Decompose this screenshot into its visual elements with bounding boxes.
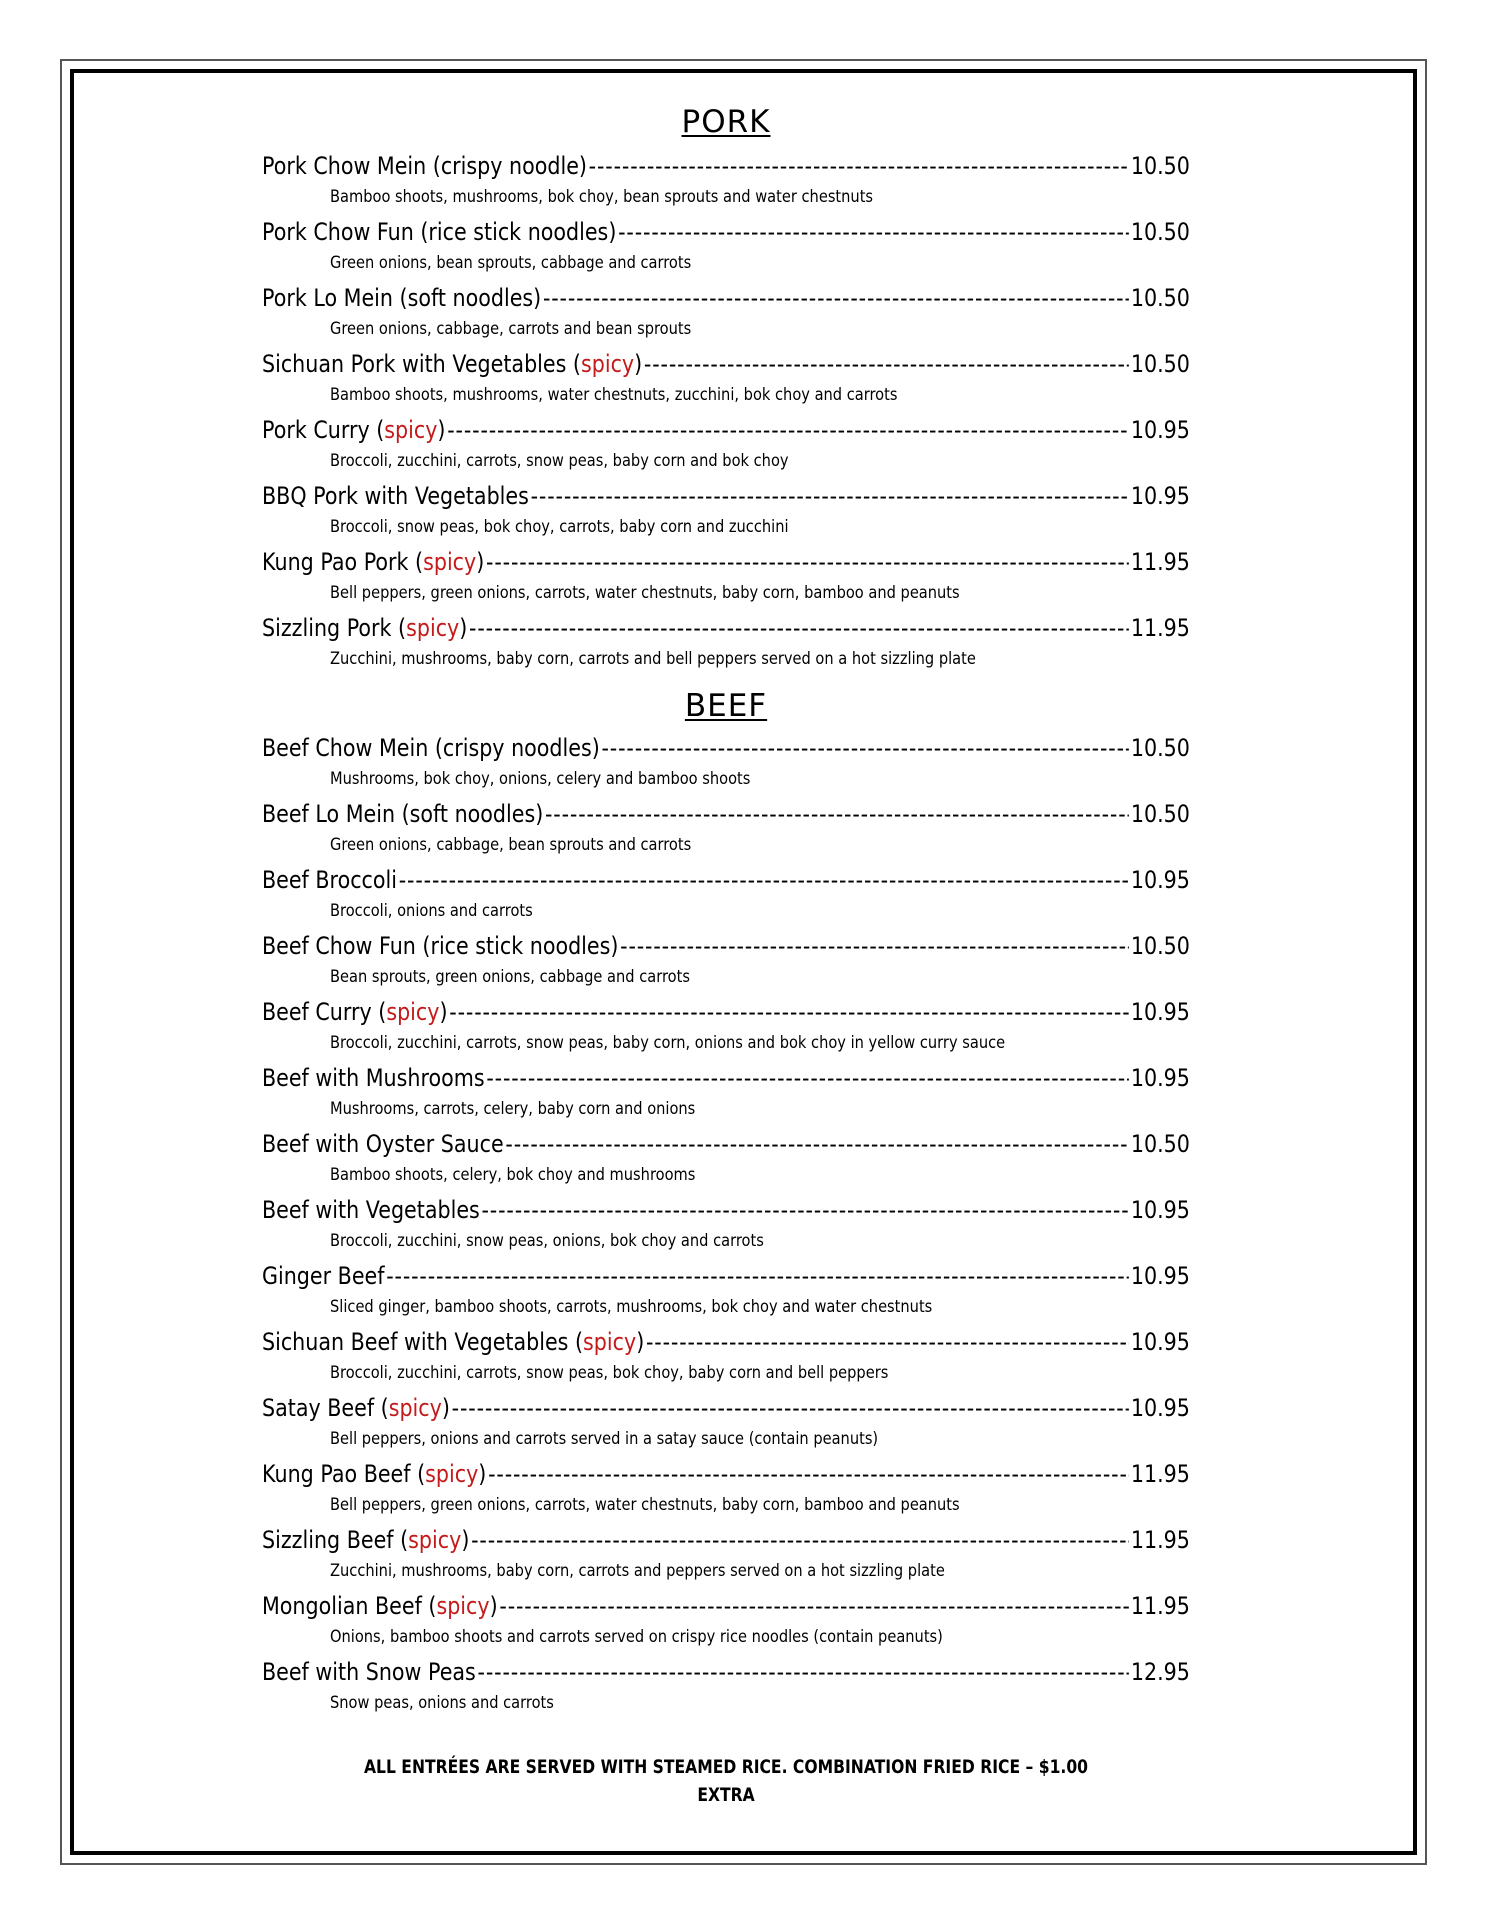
dot-leader: [452, 1390, 1129, 1426]
menu-item-description: Bell peppers, green onions, carrots, water chestnuts, baby corn, bamboo and peanuts: [330, 583, 960, 603]
menu-item-name-close: ): [489, 1592, 498, 1620]
menu-item-price: 10.50: [1130, 932, 1190, 960]
menu-item-line: [262, 928, 1190, 964]
menu-item-price: 12.95: [1130, 1658, 1190, 1686]
menu-item-name: [262, 1192, 480, 1228]
menu-item-description: Bamboo shoots, mushrooms, water chestnuts, zucchini, bok choy and carrots: [330, 385, 898, 405]
menu-item-price: 10.95: [1130, 1394, 1190, 1422]
menu-item: [262, 994, 1190, 1060]
menu-item-line: [262, 1192, 1190, 1228]
dot-leader: [449, 994, 1129, 1030]
dot-leader: [531, 478, 1130, 514]
menu-item-description: Mushrooms, bok choy, onions, celery and bamboo shoots: [330, 769, 751, 789]
menu-item-name-text: Kung Pao Pork (: [262, 548, 424, 576]
menu-item: [262, 1390, 1190, 1456]
menu-item-name: [262, 1522, 469, 1558]
menu-item-description: Green onions, cabbage, carrots and bean sprouts: [330, 319, 692, 339]
dot-leader: [499, 1588, 1129, 1624]
menu-item-name: [262, 994, 448, 1030]
menu-item-description: Broccoli, zucchini, carrots, snow peas, baby corn, onions and bok choy in yellow curry sauce: [330, 1033, 1006, 1053]
menu-item-description: Broccoli, zucchini, carrots, snow peas, bok choy, baby corn and bell peppers: [330, 1363, 889, 1383]
menu-item-line: [262, 544, 1190, 580]
beef-section-title: BEEF: [684, 688, 768, 724]
menu-item-line: [262, 1060, 1190, 1096]
menu-item-name-close: ): [634, 350, 643, 378]
menu-item-description: Broccoli, onions and carrots: [330, 901, 533, 921]
dot-leader: [447, 412, 1129, 448]
menu-item-name: [262, 214, 616, 250]
dot-leader: [601, 730, 1129, 766]
menu-item-line: [262, 1258, 1190, 1294]
menu-item-description: Zucchini, mushrooms, baby corn, carrots and bell peppers served on a hot sizzling plate: [330, 649, 976, 669]
menu-item-name-close: ): [439, 998, 448, 1026]
menu-item-name-text: Beef Chow Mein (crispy noodles): [262, 734, 600, 762]
dot-leader: [386, 1258, 1129, 1294]
menu-item-name: [262, 1324, 644, 1360]
dot-leader: [620, 928, 1129, 964]
menu-item-description: Broccoli, zucchini, carrots, snow peas, baby corn and bok choy: [330, 451, 789, 471]
menu-item-name: [262, 544, 484, 580]
menu-item-name-text: Beef with Mushrooms: [262, 1064, 485, 1092]
spicy-label: spicy: [423, 548, 477, 576]
menu-item-name: [262, 730, 600, 766]
spicy-label: spicy: [408, 1526, 462, 1554]
menu-item-description: Zucchini, mushrooms, baby corn, carrots and peppers served on a hot sizzling plate: [330, 1561, 945, 1581]
menu-item-name-text: Beef with Vegetables: [262, 1196, 480, 1224]
menu-item-name-text: Pork Lo Mein (soft noodles): [262, 284, 542, 312]
menu-item-price: 11.95: [1130, 548, 1190, 576]
menu-item-description: Onions, bamboo shoots and carrots served on crispy rice noodles (contain peanuts): [330, 1627, 943, 1647]
menu-item-name: [262, 610, 467, 646]
spicy-label: spicy: [386, 998, 440, 1026]
dot-leader: [488, 1456, 1129, 1492]
dot-leader: [618, 214, 1129, 250]
menu-item: [262, 610, 1190, 676]
menu-item-name-text: Beef Lo Mein (soft noodles): [262, 800, 544, 828]
menu-item-line: [262, 412, 1190, 448]
menu-item-line: [262, 862, 1190, 898]
spicy-label: spicy: [384, 416, 438, 444]
menu-item-line: [262, 610, 1190, 646]
menu-item-name: [262, 346, 642, 382]
menu-item-name: [262, 1588, 498, 1624]
menu-item-description: Snow peas, onions and carrots: [330, 1693, 554, 1713]
spicy-label: spicy: [580, 350, 635, 378]
menu-item-line: [262, 148, 1190, 184]
menu-item-price: 11.95: [1130, 1460, 1190, 1488]
menu-item-price: 10.50: [1130, 800, 1190, 828]
menu-item-line: [262, 478, 1190, 514]
dot-leader: [469, 610, 1129, 646]
dot-leader: [545, 796, 1129, 832]
menu-item-description: Broccoli, snow peas, bok choy, carrots, baby corn and zucchini: [330, 517, 789, 537]
menu-item: [262, 1522, 1190, 1588]
menu-item: [262, 280, 1190, 346]
menu-item-line: [262, 1126, 1190, 1162]
menu-item: [262, 412, 1190, 478]
menu-item-description: Broccoli, zucchini, snow peas, onions, bok choy and carrots: [330, 1231, 764, 1251]
menu-item: [262, 1324, 1190, 1390]
menu-item-price: 10.95: [1130, 482, 1190, 510]
menu-item-name-text: Mongolian Beef (: [262, 1592, 437, 1620]
menu-item-name-text: Sichuan Pork with Vegetables (: [262, 350, 581, 378]
menu-item-name-text: Pork Chow Fun (rice stick noodles): [262, 218, 617, 246]
dot-leader: [644, 346, 1129, 382]
menu-item: [262, 1060, 1190, 1126]
menu-item: [262, 1588, 1190, 1654]
menu-item-line: [262, 994, 1190, 1030]
menu-item-line: [262, 1522, 1190, 1558]
menu-item-name-close: ): [459, 614, 468, 642]
menu-item-line: [262, 730, 1190, 766]
menu-item-name: [262, 148, 587, 184]
menu-item-name: [262, 1060, 485, 1096]
menu-item-line: [262, 1654, 1190, 1690]
spicy-label: spicy: [406, 614, 460, 642]
menu-item-price: 10.50: [1130, 1130, 1190, 1158]
menu-item-name-text: Pork Curry (: [262, 416, 385, 444]
menu-item: [262, 796, 1190, 862]
menu-item-name: [262, 1654, 476, 1690]
dot-leader: [478, 1654, 1130, 1690]
menu-item-name-close: ): [461, 1526, 470, 1554]
menu-item-name: [262, 796, 543, 832]
menu-item-description: Bell peppers, green onions, carrots, water chestnuts, baby corn, bamboo and peanuts: [330, 1495, 960, 1515]
dot-leader: [482, 1192, 1130, 1228]
menu-item-line: [262, 1456, 1190, 1492]
menu-item-name: [262, 1258, 384, 1294]
footer-note: ALL ENTRÉES ARE SERVED WITH STEAMED RICE. COMBINATION FRIED RICE – $1.00 EXTRA: [363, 1756, 1089, 1806]
menu-item: [262, 1654, 1190, 1720]
menu-item-description: Bean sprouts, green onions, cabbage and carrots: [330, 967, 690, 987]
menu-item: [262, 214, 1190, 280]
dot-leader: [399, 862, 1129, 898]
menu-item: [262, 544, 1190, 610]
menu-item: [262, 1126, 1190, 1192]
menu-item-name-text: BBQ Pork with Vegetables: [262, 482, 529, 510]
menu-item-name-close: ): [437, 416, 446, 444]
menu-item-description: Green onions, cabbage, bean sprouts and carrots: [330, 835, 692, 855]
menu-item-price: 10.95: [1130, 1262, 1190, 1290]
menu-item-name: [262, 862, 397, 898]
menu-item: [262, 730, 1190, 796]
menu-item-name-text: Beef Curry (: [262, 998, 387, 1026]
menu-item-name-close: ): [478, 1460, 487, 1488]
spicy-label: spicy: [583, 1328, 637, 1356]
menu-item-price: 10.95: [1130, 1328, 1190, 1356]
menu-item-name-close: ): [636, 1328, 645, 1356]
menu-item-line: [262, 1588, 1190, 1624]
dot-leader: [505, 1126, 1129, 1162]
menu-item-price: 11.95: [1130, 1526, 1190, 1554]
menu-item-price: 10.95: [1130, 866, 1190, 894]
dot-leader: [486, 1060, 1129, 1096]
menu-item-name: [262, 1126, 504, 1162]
menu-item-name-text: Beef with Snow Peas: [262, 1658, 476, 1686]
menu-item-price: 10.95: [1130, 998, 1190, 1026]
menu-item-price: 10.95: [1130, 1064, 1190, 1092]
spicy-label: spicy: [425, 1460, 479, 1488]
spicy-label: spicy: [436, 1592, 490, 1620]
menu-item-name-text: Kung Pao Beef (: [262, 1460, 426, 1488]
menu-item-description: Bell peppers, onions and carrots served in a satay sauce (contain peanuts): [330, 1429, 879, 1449]
menu-item-price: 11.95: [1130, 1592, 1190, 1620]
menu-item-name-text: Satay Beef (: [262, 1394, 389, 1422]
menu-item-name: [262, 412, 445, 448]
menu-item-line: [262, 346, 1190, 382]
menu-item-price: 11.95: [1130, 614, 1190, 642]
menu-item: [262, 1258, 1190, 1324]
menu-item-name-text: Beef with Oyster Sauce: [262, 1130, 504, 1158]
menu-item-price: 10.50: [1130, 284, 1190, 312]
menu-item-name-close: ): [476, 548, 485, 576]
menu-item: [262, 862, 1190, 928]
menu-item-description: Bamboo shoots, mushrooms, bok choy, bean sprouts and water chestnuts: [330, 187, 874, 207]
menu-item-name: [262, 928, 618, 964]
menu-item-name-text: Ginger Beef: [262, 1262, 385, 1290]
menu-item-price: 10.50: [1130, 152, 1190, 180]
menu-item-description: Bamboo shoots, celery, bok choy and mushrooms: [330, 1165, 696, 1185]
menu-item-price: 10.50: [1130, 734, 1190, 762]
menu-item-price: 10.95: [1130, 416, 1190, 444]
menu-item-price: 10.95: [1130, 1196, 1190, 1224]
spicy-label: spicy: [388, 1394, 442, 1422]
menu-item-line: [262, 214, 1190, 250]
menu-item-line: [262, 796, 1190, 832]
dot-leader: [589, 148, 1129, 184]
pork-section-title: PORK: [681, 104, 771, 140]
menu-item-name: [262, 1390, 450, 1426]
menu-item-name-text: Sizzling Beef (: [262, 1526, 409, 1554]
menu-item: [262, 928, 1190, 994]
menu-item-name-text: Beef Chow Fun (rice stick noodles): [262, 932, 619, 960]
menu-item-description: Sliced ginger, bamboo shoots, carrots, mushrooms, bok choy and water chestnuts: [330, 1297, 933, 1317]
menu-item: [262, 346, 1190, 412]
menu-item: [262, 1456, 1190, 1522]
menu-item-name-text: Pork Chow Mein (crispy noodle): [262, 152, 587, 180]
menu-item-price: 10.50: [1130, 350, 1190, 378]
menu-item-description: Green onions, bean sprouts, cabbage and carrots: [330, 253, 692, 273]
menu-item: [262, 148, 1190, 214]
menu-item-name: [262, 1456, 486, 1492]
menu-item-name-text: Beef Broccoli: [262, 866, 398, 894]
menu-item: [262, 1192, 1190, 1258]
dot-leader: [486, 544, 1129, 580]
menu-item-name-text: Sizzling Pork (: [262, 614, 407, 642]
menu-item-line: [262, 1390, 1190, 1426]
menu-item: [262, 478, 1190, 544]
menu-item-name: [262, 280, 541, 316]
menu-item-name-text: Sichuan Beef with Vegetables (: [262, 1328, 584, 1356]
dot-leader: [543, 280, 1129, 316]
menu-item-line: [262, 1324, 1190, 1360]
menu-item-line: [262, 280, 1190, 316]
menu-item-price: 10.50: [1130, 218, 1190, 246]
menu-item-name: [262, 478, 529, 514]
menu-item-name-close: ): [441, 1394, 450, 1422]
menu-item-description: Mushrooms, carrots, celery, baby corn and onions: [330, 1099, 696, 1119]
dot-leader: [471, 1522, 1129, 1558]
dot-leader: [646, 1324, 1129, 1360]
